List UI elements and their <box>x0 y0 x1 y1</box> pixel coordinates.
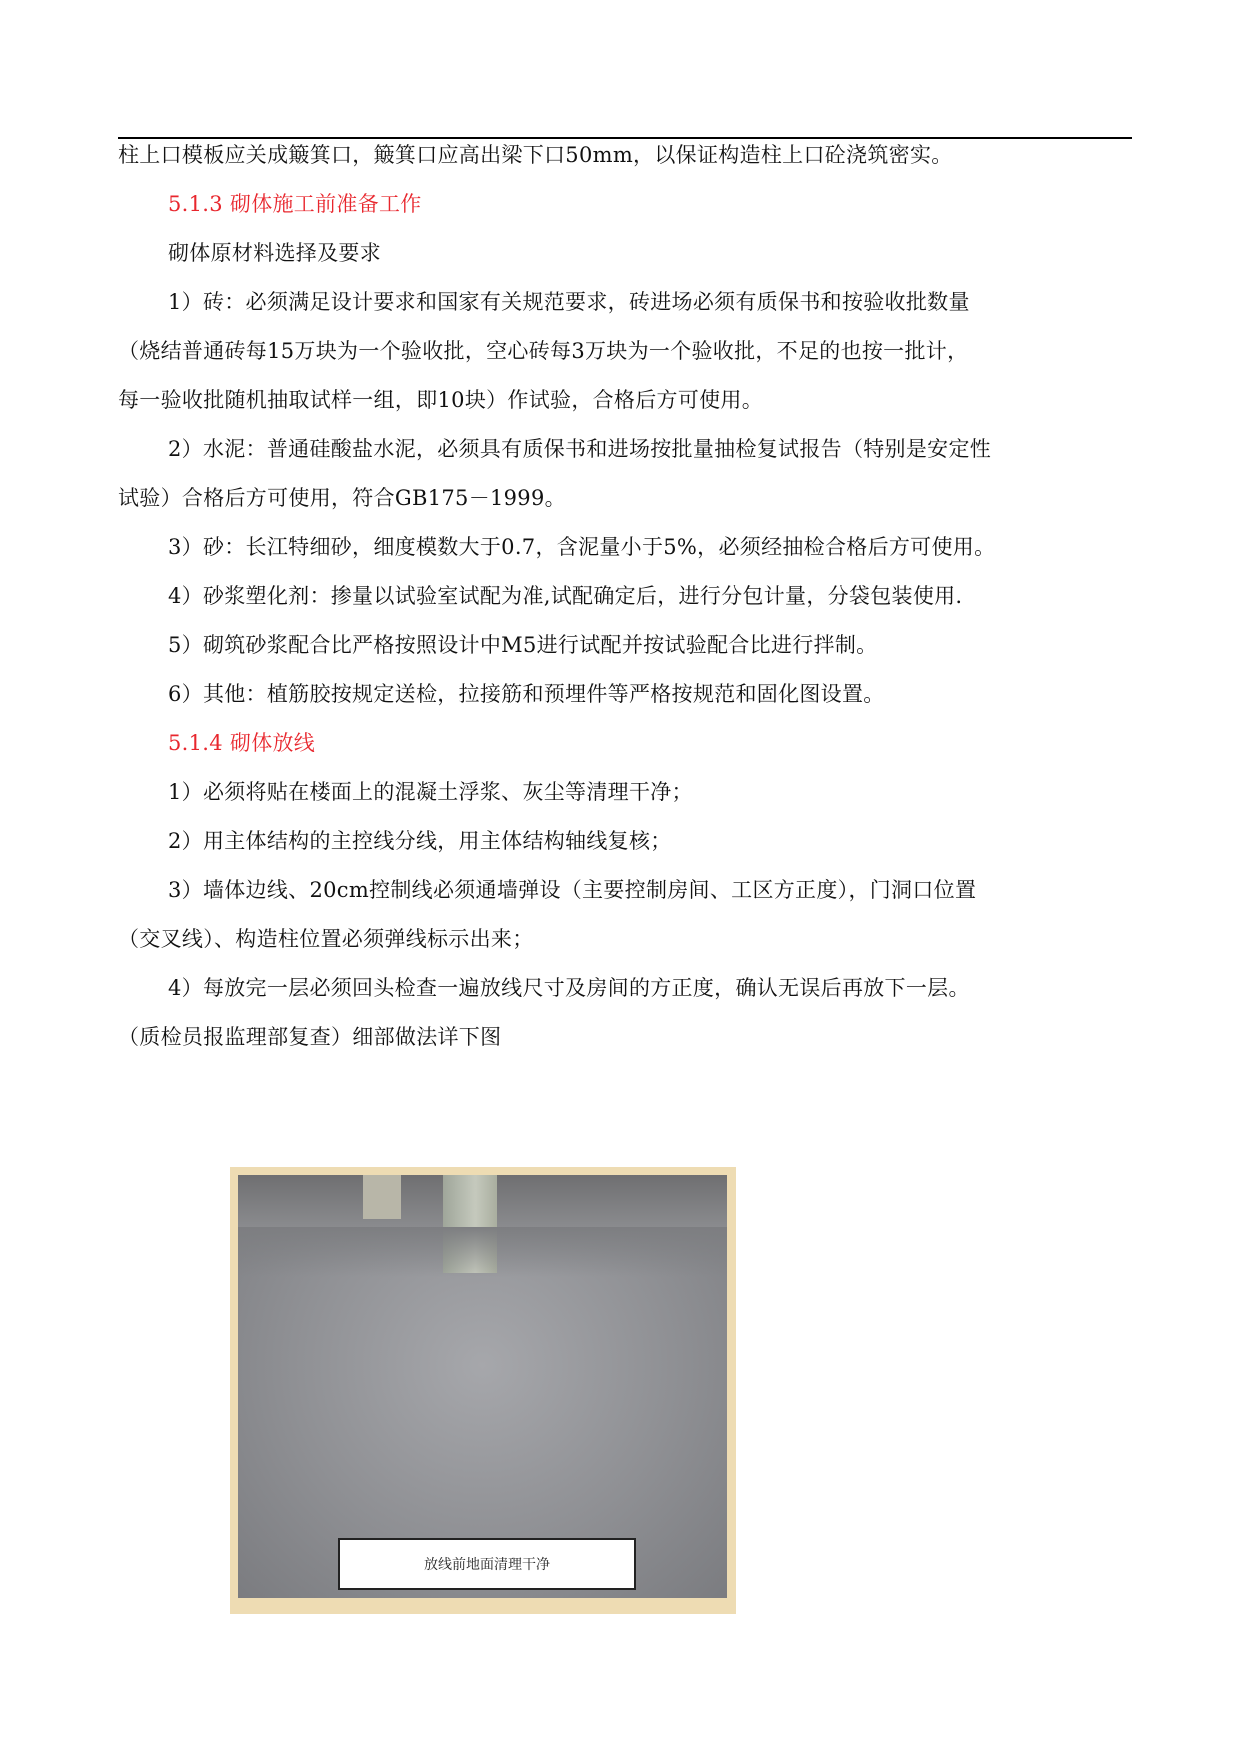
item-cement-line2: 试验）合格后方可使用，符合GB175－1999。 <box>118 486 566 510</box>
subheading-materials: 砌体原材料选择及要求 <box>168 241 381 265</box>
layout-item-4-line2: （质检员报监理部复查）细部做法详下图 <box>118 1025 502 1049</box>
item-cement-line1: 2）水泥：普通硅酸盐水泥，必须具有质保书和进场按批量抽检复试报告（特别是安定性 <box>168 437 992 461</box>
item-brick-line1: 1）砖：必须满足设计要求和国家有关规范要求，砖进场必须有质保书和按验收批数量 <box>168 290 970 314</box>
layout-item-3-line1: 3）墙体边线、20cm控制线必须通墙弹设（主要控制房间、工区方正度），门洞口位置 <box>168 878 977 902</box>
photo-caption: 放线前地面清理干净 <box>338 1538 636 1590</box>
layout-item-3-line2: （交叉线）、构造柱位置必须弹线标示出来； <box>118 927 534 951</box>
layout-item-2: 2）用主体结构的主控线分线，用主体结构轴线复核； <box>168 829 672 853</box>
section-heading-5-1-4: 5.1.4 砌体放线 <box>168 731 316 755</box>
layout-item-1: 1）必须将贴在楼面上的混凝土浮浆、灰尘等清理干净； <box>168 780 693 804</box>
item-plasticizer: 4）砂浆塑化剂：掺量以试验室试配为准,试配确定后，进行分包计量，分袋包装使用. <box>168 584 963 608</box>
paragraph-continuation: 柱上口模板应关成簸箕口，簸箕口应高出梁下口50mm，以保证构造柱上口砼浇筑密实。 <box>118 143 953 167</box>
section-heading-5-1-3: 5.1.3 砌体施工前准备工作 <box>168 192 422 216</box>
site-photo-frame <box>230 1167 736 1614</box>
item-brick-line2: （烧结普通砖每15万块为一个验收批，空心砖每3万块为一个验收批，不足的也按一批计， <box>118 339 969 363</box>
layout-item-4-line1: 4）每放完一层必须回头检查一遍放线尺寸及房间的方正度，确认无误后再放下一层。 <box>168 976 970 1000</box>
photo-column-left <box>363 1175 401 1219</box>
header-rule <box>118 137 1132 139</box>
item-brick-line3: 每一验收批随机抽取试样一组，即10块）作试验，合格后方可使用。 <box>118 388 764 412</box>
item-sand: 3）砂：长江特细砂，细度模数大于0.7，含泥量小于5%，必须经抽检合格后方可使用。 <box>168 535 996 559</box>
item-other: 6）其他：植筋胶按规定送检，拉接筋和预埋件等严格按规范和固化图设置。 <box>168 682 885 706</box>
item-mortar: 5）砌筑砂浆配合比严格按照设计中M5进行试配并按试验配合比进行拌制。 <box>168 633 878 657</box>
floor-cleaning-photo <box>238 1175 727 1598</box>
photo-shadow <box>238 1227 727 1277</box>
